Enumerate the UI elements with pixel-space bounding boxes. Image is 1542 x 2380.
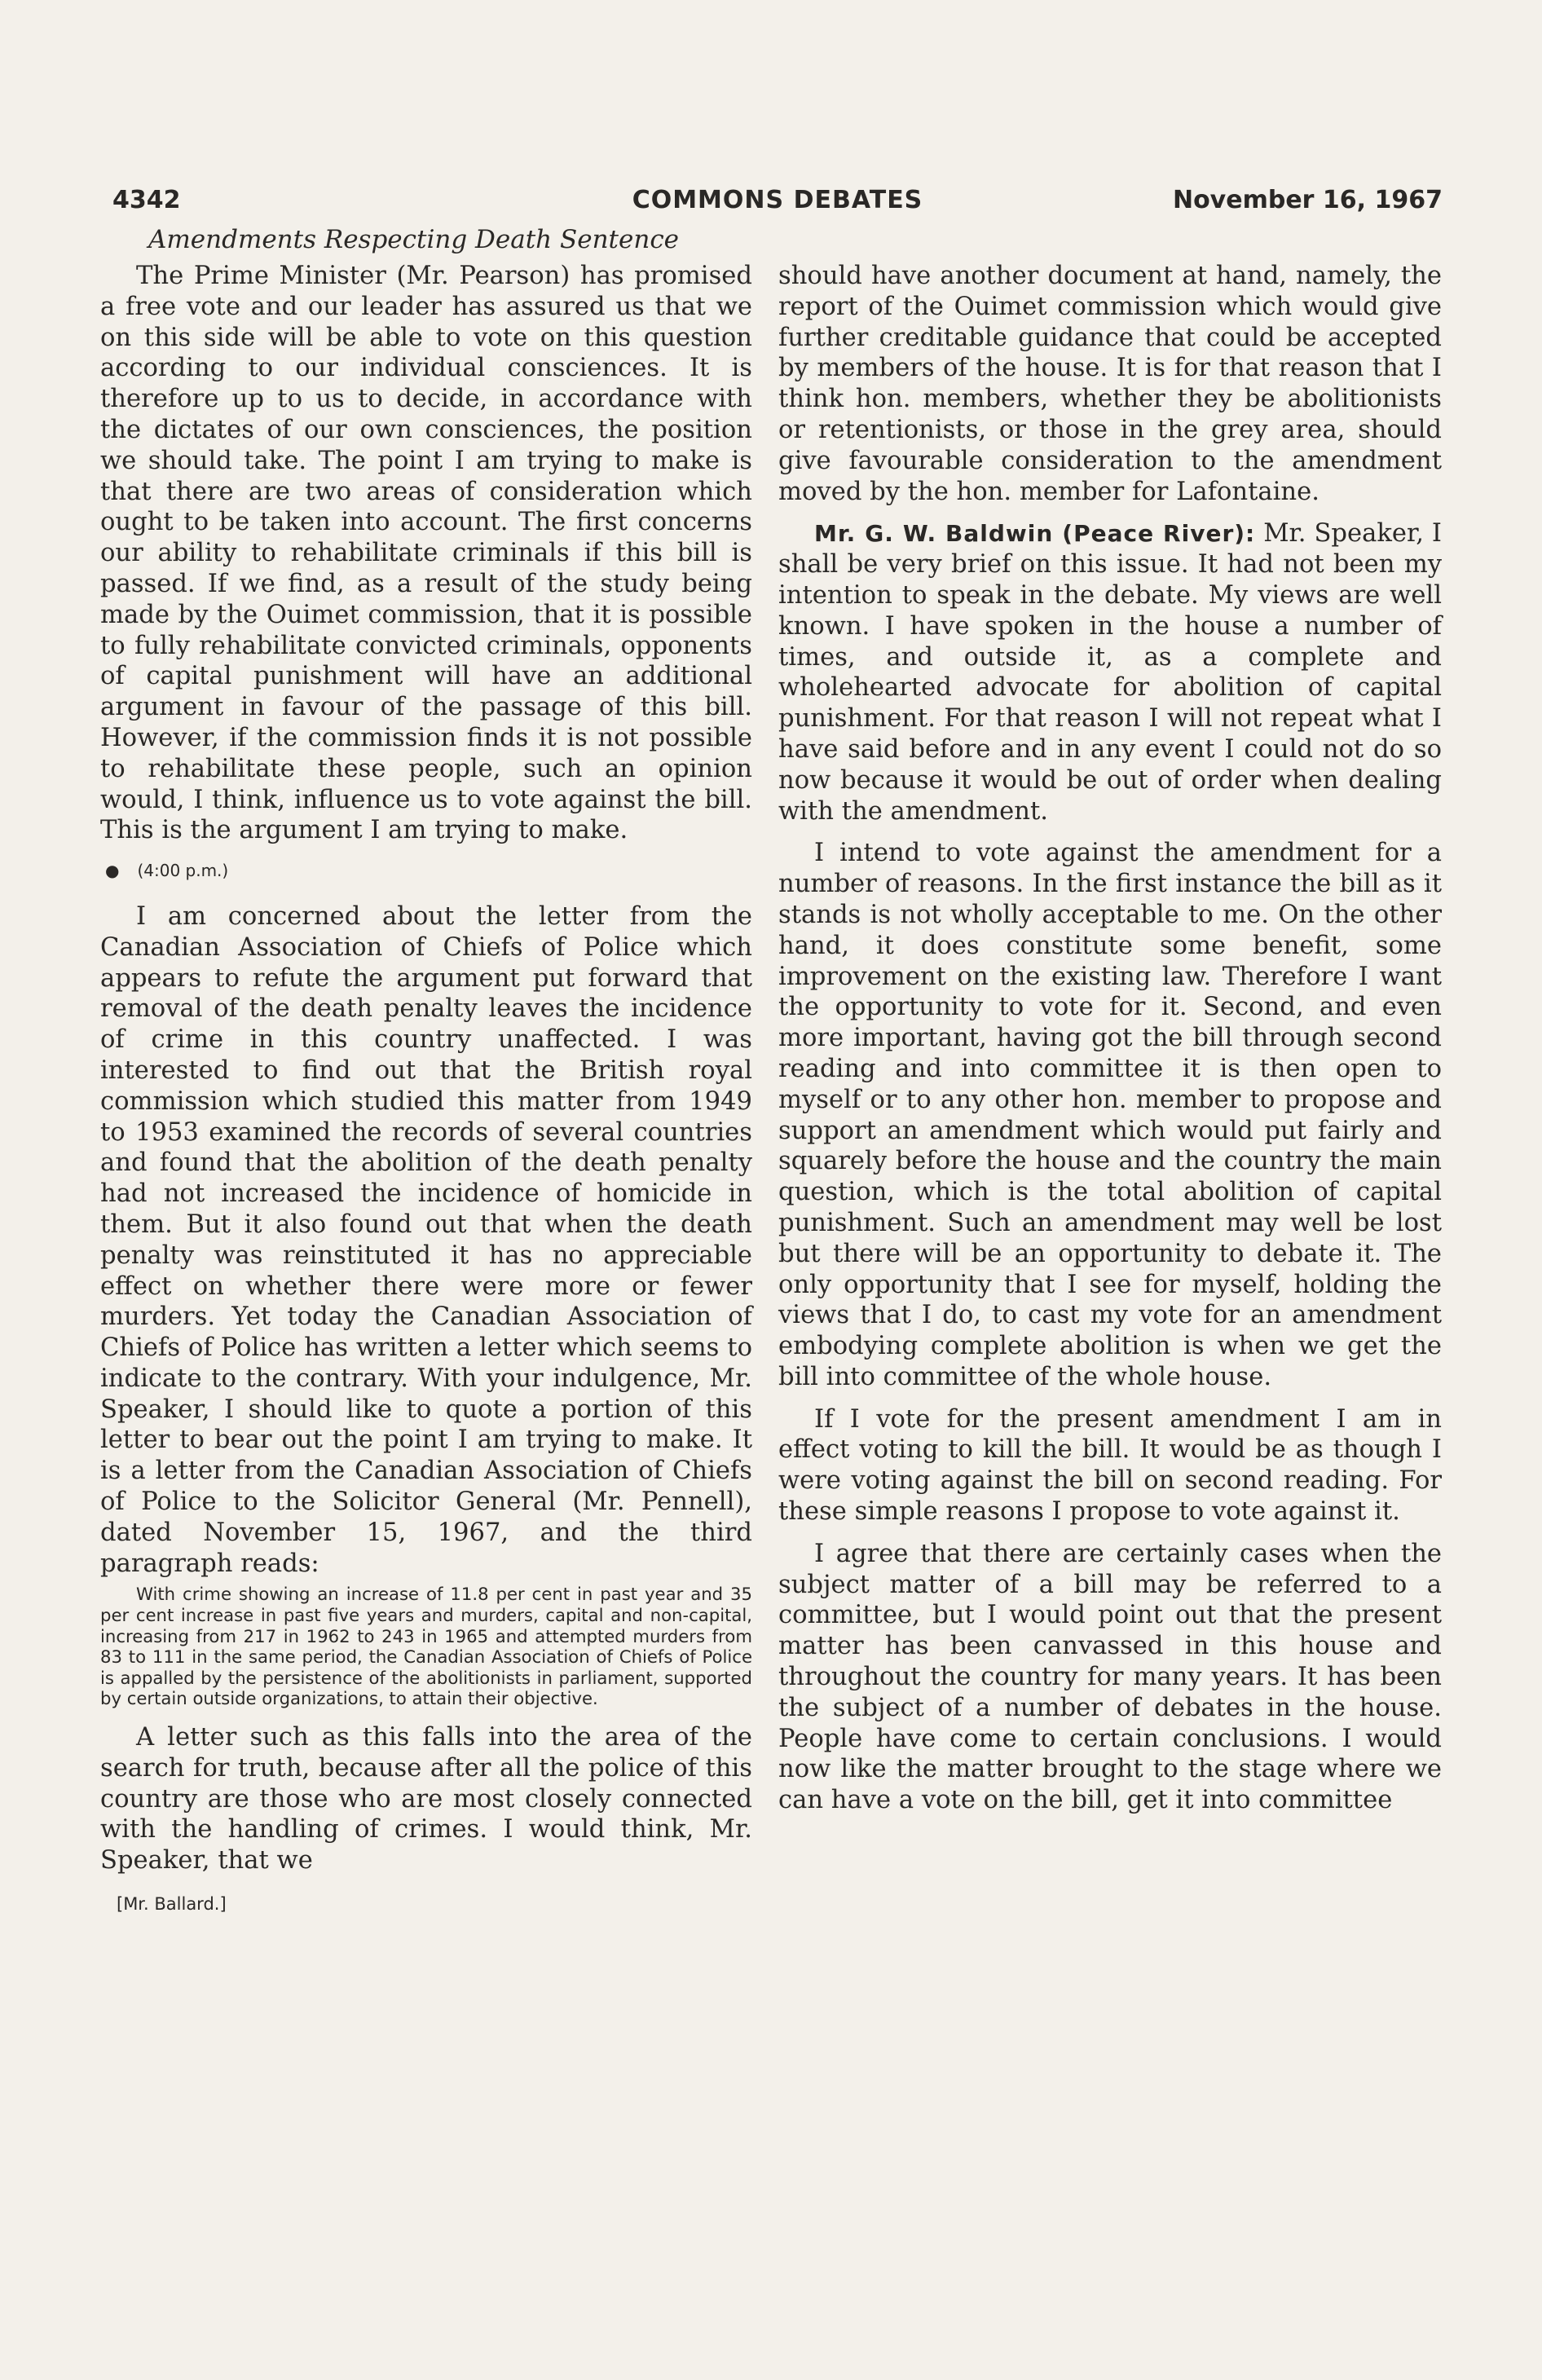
quoted-letter: With crime showing an increase of 11.8 per cent in past year and 35 per cent increase in past five years and murders, capital and non-capital, increasing from 217 in 1962 to 243 in 1965 and attempted murders from 83 to 111 in the same period, the Canadian Association of Chiefs of Police is appalled by the persistence of the abolitionists in parliament, supported by certain outside organizations, to attain their objective. <box>100 1584 752 1709</box>
publication-title: COMMONS DEBATES <box>632 186 923 214</box>
page-header <box>112 186 1443 222</box>
speaker-name: Mr. G. W. Baldwin (Peace River): <box>814 520 1256 548</box>
speaker-paragraph <box>778 518 1442 826</box>
time-marker <box>105 856 752 887</box>
issue-date: November 16, 1967 <box>1172 186 1443 214</box>
left-column <box>100 261 752 1920</box>
paragraph: I intend to vote against the amendment for a number of reasons. In the first instance the bill as it stands is not wholly acceptable to me. On the other hand, it does constitute some benefit, some improvement on the existing law. Therefore I want the opportunity to vote for it. Second, and even more important, having got the bill through second reading and into committee it is then open to myself or to any other hon. member to propose and support an amendment which would put fairly and squarely before the house and the country the main question, which is the total abolition of capital punishment. Such an amendment may well be lost but there will be an opportunity to debate it. The only opportunity that I see for myself, holding the views that I do, to cast my vote for an amendment embodying complete abolition is when we get the bill into committee of the whole house. <box>778 839 1442 1391</box>
paragraph: A letter such as this falls into the area of the search for truth, because after all the police of this country are those who are most closely connected with the handling of crimes. I would think, Mr. Speaker, that we <box>100 1723 752 1875</box>
right-column <box>778 261 1442 1816</box>
running-head: Amendments Respecting Death Sentence <box>148 225 680 254</box>
speaker-text: Mr. Speaker, I shall be very brief on this issue. It had not been my intention to speak in the debate. My views are well known. I have spoken in the house a number of times, and outside it, as a complete and wholehearted advocate for abolition of capital punishment. For that reason I will not repeat what I have said before and in any event I could not do so now because it would be out of order when dealing with the amendment. <box>778 519 1442 826</box>
page-number: 4342 <box>112 186 181 214</box>
speaker-footer: [Mr. Ballard.] <box>117 1894 227 1915</box>
paragraph: The Prime Minister (Mr. Pearson) has promised a free vote and our leader has assured us that we on this side will be able to vote on this question according to our individual consciences. It is therefore up to us to decide, in accordance with the dictates of our own consciences, the position we should take. The point I am trying to make is that there are two areas of consideration which ought to be taken into account. The first concerns our ability to rehabilitate criminals if this bill is passed. If we find, as a result of the study being made by the Ouimet commission, that it is possible to fully rehabilitate convicted criminals, opponents of capital punishment will have an additional argument in favour of the passage of this bill. However, if the commission finds it is not possible to rehabilitate these people, such an opinion would, I think, influence us to vote against the bill. This is the argument I am trying to make. <box>100 262 752 845</box>
bullet-icon: ● <box>105 861 120 881</box>
paragraph: If I vote for the present amendment I am in effect voting to kill the bill. It would be as though I were voting against the bill on second reading. For these simple reasons I propose to vote against it. <box>778 1404 1442 1527</box>
paragraph: should have another document at hand, namely, the report of the Ouimet commission which would give further creditable guidance that could be accepted by members of the house. It is for that reason that I think hon. members, whether they be abolitionists or retentionists, or those in the grey area, should give favourable consideration to the amendment moved by the hon. member for Lafontaine. <box>778 262 1442 506</box>
paragraph: I agree that there are certainly cases when the subject matter of a bill may be referred to a committee, but I would point out that the present matter has been canvassed in this house and throughout the country for many years. It has been the subject of a number of debates in the house. People have come to certain conclusions. I would now like the matter brought to the stage where we can have a vote on the bill, get it into committee <box>778 1539 1442 1815</box>
paragraph: I am concerned about the letter from the Canadian Association of Chiefs of Police which appears to refute the argument put forward that removal of the death penalty leaves the incidence of crime in this country unaffected. I was interested to find out that the British royal commission which studied this matter from 1949 to 1953 examined the records of several countries and found that the abolition of the death penalty had not increased the incidence of homicide in them. But it also found out that when the death penalty was reinstituted it has no appreciable effect on whether there were more or fewer murders. Yet today the Canadian Association of Chiefs of Police has written a letter which seems to indicate to the contrary. With your indulgence, Mr. Speaker, I should like to quote a portion of this letter to bear out the point I am trying to make. It is a letter from the Canadian Association of Chiefs of Police to the Solicitor General (Mr. Pennell), dated November 15, 1967, and the third paragraph reads: <box>100 901 752 1578</box>
time-marker-text: (4:00 p.m.) <box>137 861 229 881</box>
